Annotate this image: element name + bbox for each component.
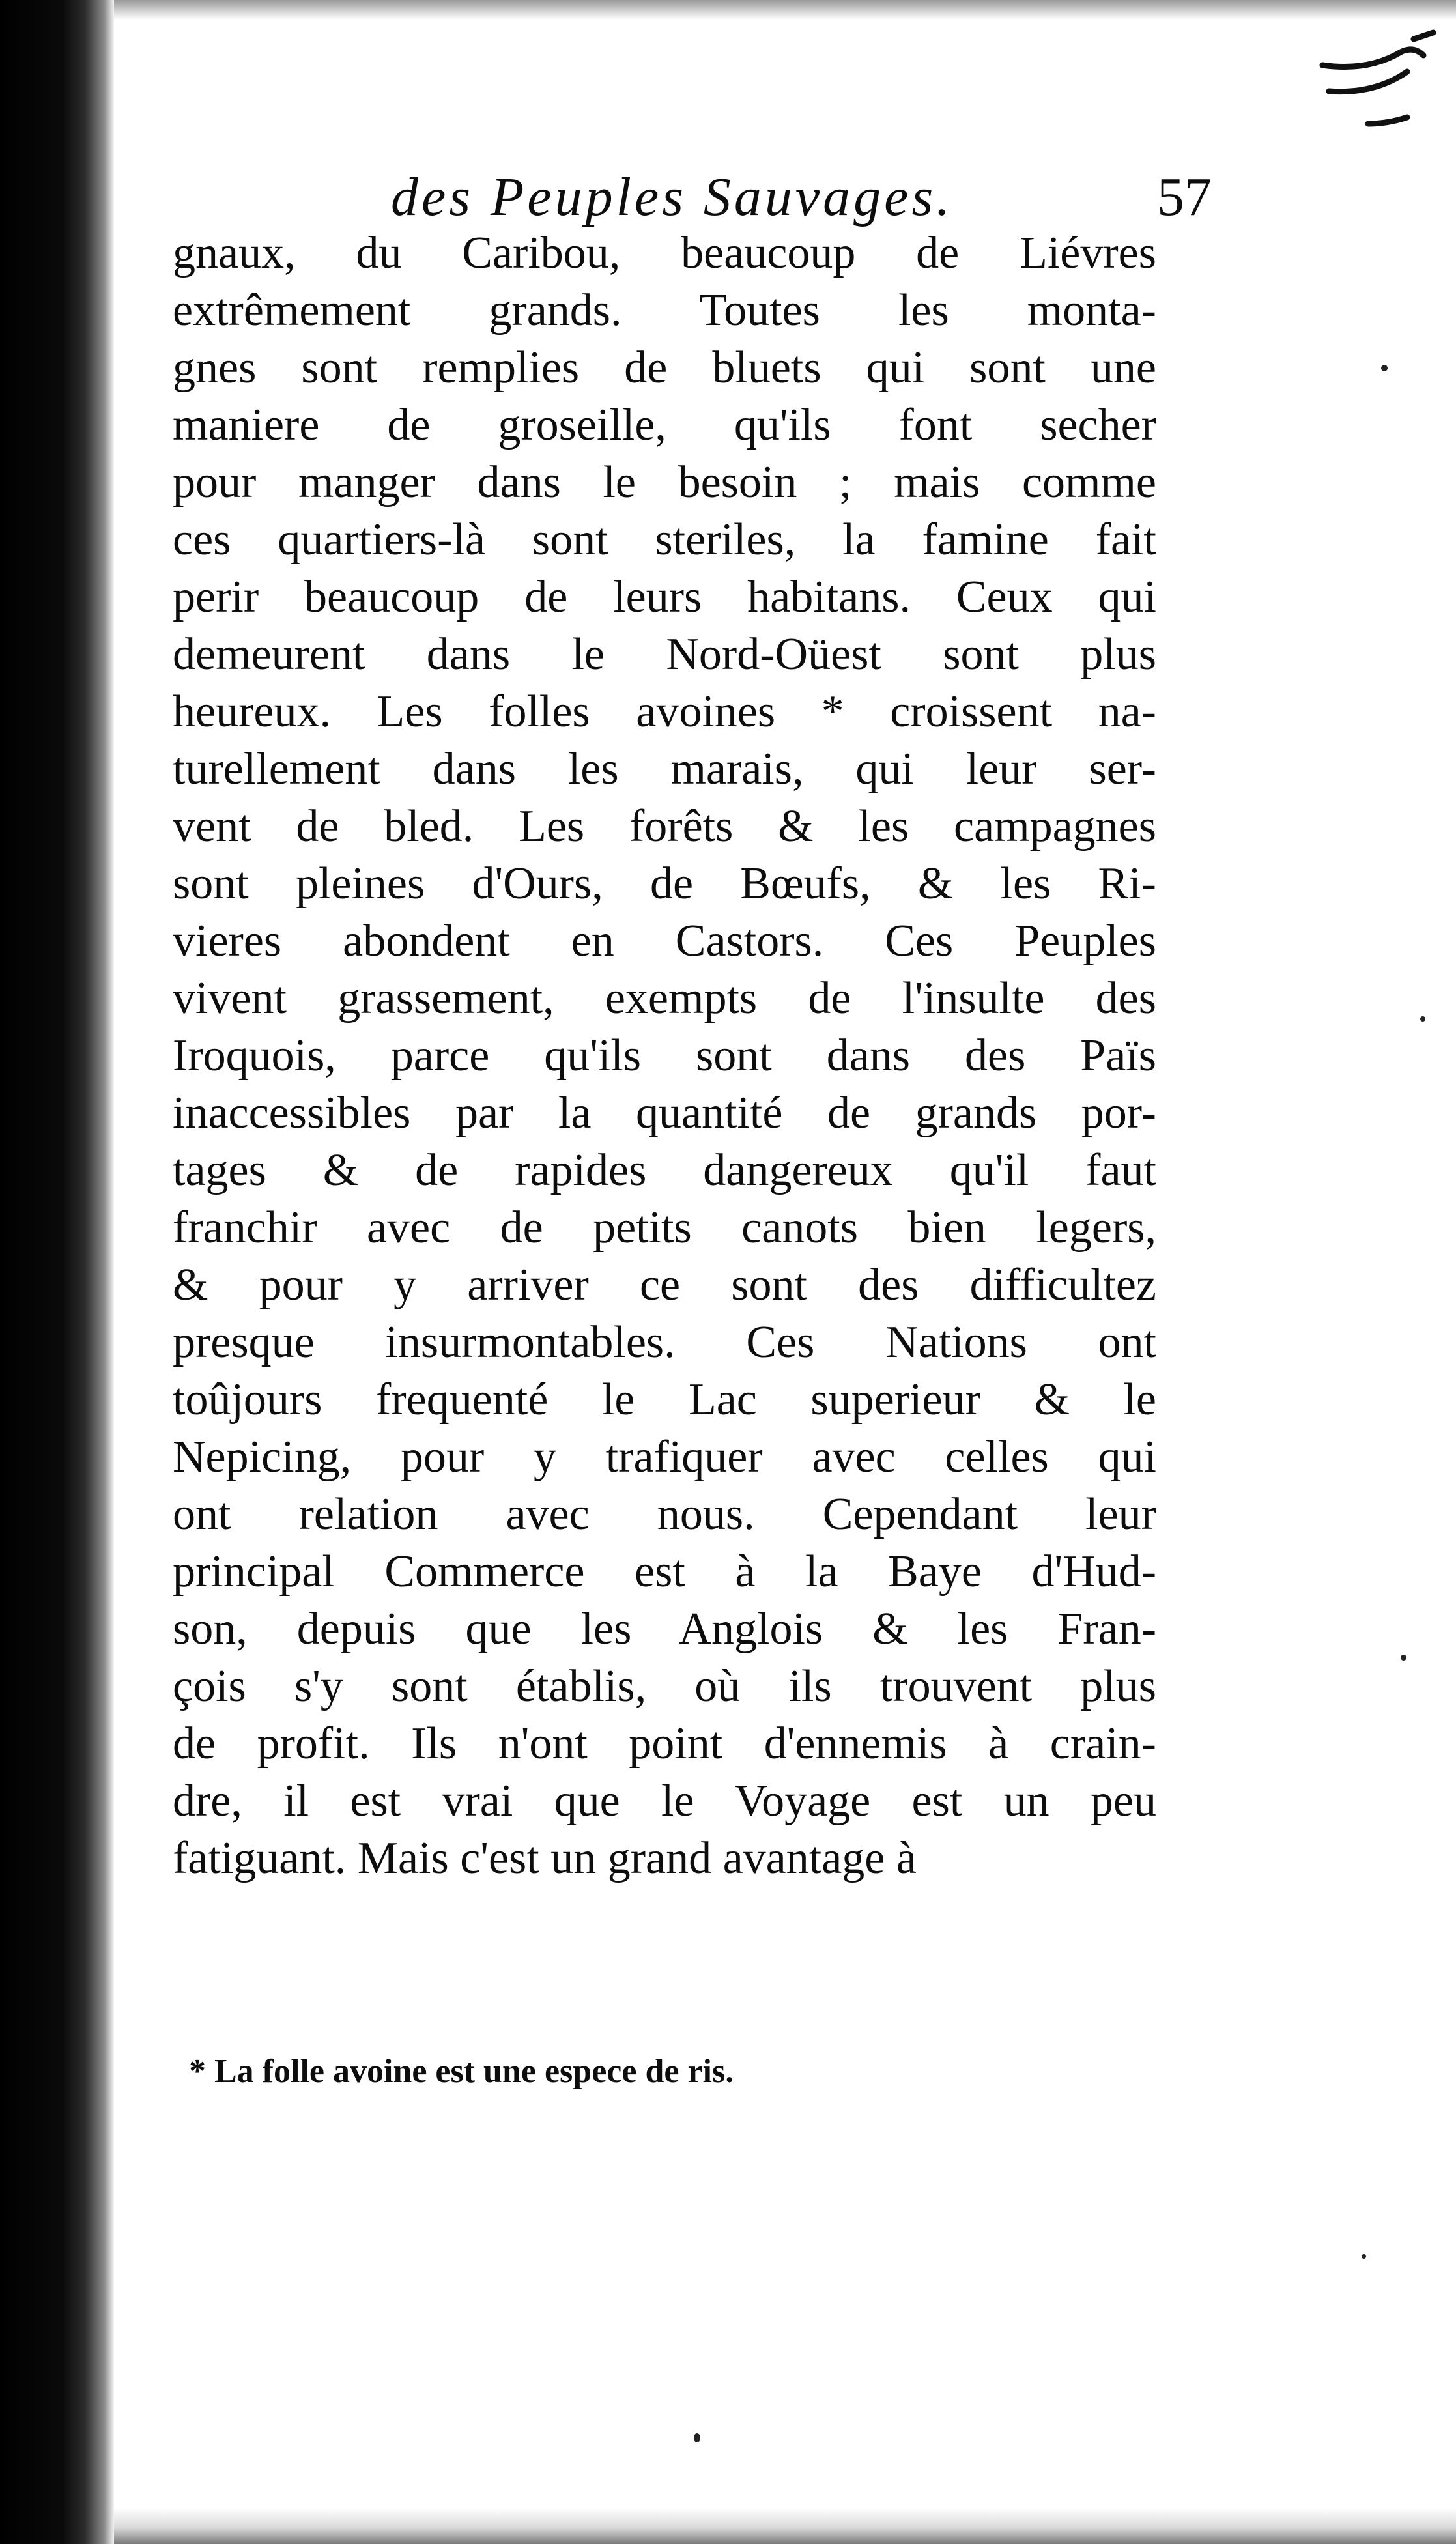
page-number: 57	[1157, 167, 1212, 227]
book-gutter-shadow	[0, 0, 114, 2544]
text-line: gnes sont remplies de bluets qui sont une	[173, 343, 1156, 393]
text-line: franchir avec de petits canots bien legers,	[173, 1203, 1156, 1253]
text-line: vivent grassement, exempts de l'insulte des	[173, 973, 1156, 1023]
text-line: son, depuis que les Anglois & les Fran-	[173, 1604, 1156, 1654]
text-line: de profit. Ils n'ont point d'ennemis à crain-	[173, 1719, 1156, 1769]
ink-speck	[1381, 365, 1388, 371]
text-line: pour manger dans le besoin ; mais comme	[173, 457, 1156, 507]
text-line: perir beaucoup de leurs habitans. Ceux qui	[173, 572, 1156, 622]
text-line: sont pleines d'Ours, de Bœufs, & les Ri-	[173, 859, 1156, 909]
text-line: demeurent dans le Nord-Oüest sont plus	[173, 629, 1156, 679]
text-line: gnaux, du Caribou, beaucoup de Liévres	[173, 228, 1156, 278]
footnote: * La folle avoine est une espece de ris.	[189, 2053, 734, 2090]
text-line: turellement dans les marais, qui leur ser-	[173, 744, 1156, 794]
text-line: toûjours frequenté le Lac superieur & le	[173, 1375, 1156, 1425]
text-line: ces quartiers-là sont steriles, la famine fait	[173, 515, 1156, 565]
text-line: fatiguant. Mais c'est un grand avantage à	[173, 1833, 917, 1883]
text-line: çois s'y sont établis, où ils trouvent plus	[173, 1661, 1156, 1711]
body-text	[173, 225, 1156, 1887]
torn-corner-mark	[1309, 26, 1440, 143]
page-bottom-edge	[114, 2508, 1456, 2544]
text-line: maniere de groseille, qu'ils font secher	[173, 400, 1156, 450]
ink-speck	[1362, 2254, 1366, 2259]
page-top-edge	[114, 0, 1456, 20]
ink-speck	[694, 2433, 700, 2442]
text-line: vent de bled. Les forêts & les campagnes	[173, 801, 1156, 851]
ink-speck	[1420, 1016, 1425, 1022]
running-head: des Peuples Sauvages.	[391, 167, 954, 227]
text-line: extrêmement grands. Toutes les monta-	[173, 285, 1156, 336]
text-line: vieres abondent en Castors. Ces Peuples	[173, 916, 1156, 966]
text-line: Nepicing, pour y trafiquer avec celles qui	[173, 1432, 1156, 1482]
text-line: & pour y arriver ce sont des difficultez	[173, 1260, 1156, 1310]
text-line: dre, il est vrai que le Voyage est un peu	[173, 1776, 1156, 1826]
text-line: inaccessibles par la quantité de grands por-	[173, 1088, 1156, 1138]
text-line: principal Commerce est à la Baye d'Hud-	[173, 1547, 1156, 1597]
text-line: Iroquois, parce qu'ils sont dans des Païs	[173, 1031, 1156, 1081]
text-line: heureux. Les folles avoines * croissent na-	[173, 687, 1156, 737]
text-line: presque insurmontables. Ces Nations ont	[173, 1317, 1156, 1367]
text-line: ont relation avec nous. Cependant leur	[173, 1489, 1156, 1539]
text-line: tages & de rapides dangereux qu'il faut	[173, 1145, 1156, 1195]
ink-speck	[1401, 1655, 1406, 1661]
